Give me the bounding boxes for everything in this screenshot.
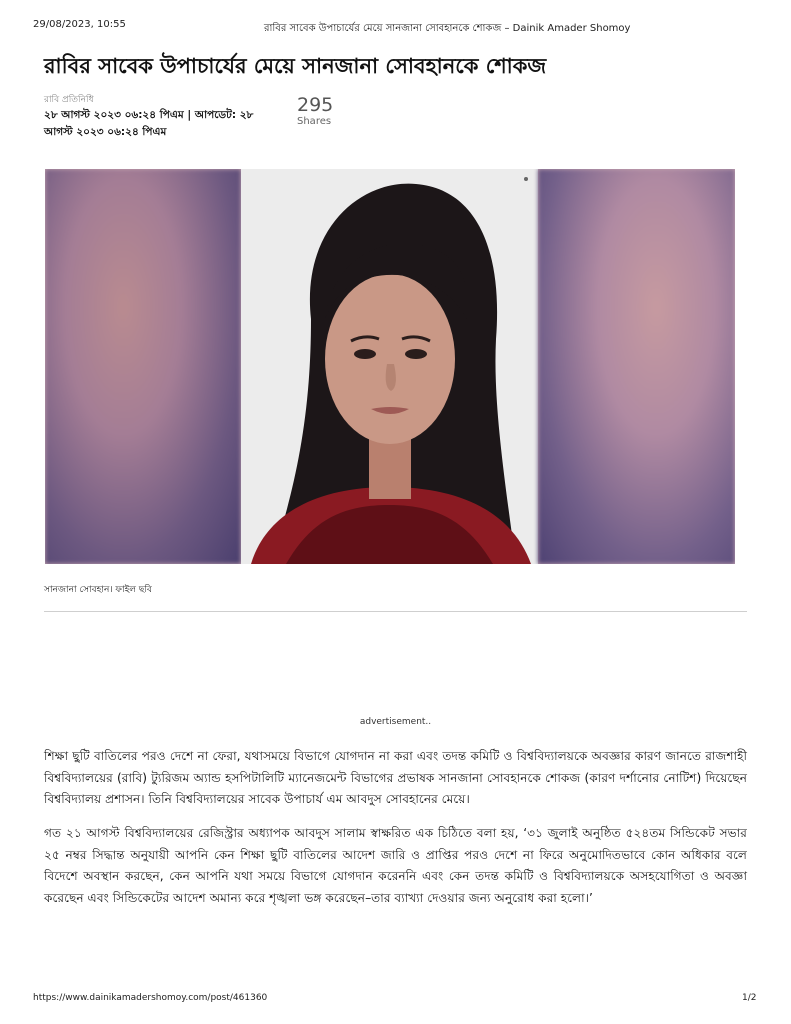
- article-photo: [45, 169, 735, 564]
- print-footer-url[interactable]: https://www.dainikamadershomoy.com/post/461360: [33, 993, 268, 1003]
- print-page-title: রাবির সাবেক উপাচার্যের মেয়ে সানজানা সোবহানকে শোকজ – Dainik Amader Shomoy: [264, 23, 631, 34]
- print-page-number: 1/2: [742, 993, 757, 1003]
- article-byline[interactable]: রাবি প্রতিনিধি: [44, 95, 94, 105]
- portrait-illustration: [241, 169, 538, 564]
- photo-blurred-left: [45, 169, 241, 564]
- print-datetime: 29/08/2023, 10:55: [33, 19, 126, 30]
- photo-caption: সানজানা সোবহান। ফাইল ছবি: [44, 585, 152, 595]
- shares-count: 295: [297, 94, 334, 116]
- portrait-image: [241, 169, 538, 564]
- article-publish-meta: ২৮ আগস্ট ২০২৩ ০৬:২৪ পিএম | আপডেট: ২৮ আগস্ট ২০২৩ ০৬:২৪ পিএম: [44, 109, 254, 138]
- photo-blurred-right: [538, 169, 735, 564]
- shares-label: Shares: [297, 116, 332, 127]
- article-paragraph-2: গত ২১ আগস্ট বিশ্ববিদ্যালয়ের রেজিস্ট্রার অধ্যাপক আবদুস সালাম স্বাক্ষরিত এক চিঠিতে বলা হয়, ‘৩১ জুলাই অনুষ্ঠিত ৫২৪তম সিন্ডিকেট সভার ২৫ নম্বর সিদ্ধান্ত অনুযায়ী আপনি কেন শিক্ষা ছুটি বাতিলের আদেশ জারি ও প্রাপ্তির পরও দেশে না ফিরে অনুমোদিতভাবে কোন অধিকার বলে বিদেশে অবস্থান করছেন, কেন আপনি যথা সময়ে বিভাগে যোগদান করেননি এবং কেন তদন্ত কমিটি ও বিশ্ববিদ্যালয়কে অসহযোগিতা ও অবজ্ঞা করেছেন এবং সিন্ডিকেটের আদেশ অমান্য করে শৃঙ্খলা ভঙ্গ করেছেন–তার ব্যাখ্যা দেওয়ার জন্য অনুরোধ করা হলো।’: [44, 826, 747, 905]
- article-paragraph-1: শিক্ষা ছুটি বাতিলের পরও দেশে না ফেরা, যথাসময়ে বিভাগে যোগদান না করা এবং তদন্ত কমিটি ও বিশ্ববিদ্যালয়কে অবজ্ঞার কারণ জানতে রাজশাহী বিশ্ববিদ্যালয়ের (রাবি) ট্যুরিজম অ্যান্ড হসপিটালিটি ম্যানেজমেন্ট বিভাগের প্রভাষক সানজানা সোবহানকে শোকজ (কারণ দর্শানোর নোটিশ) দিয়েছেন বিশ্ববিদ্যালয় প্রশাসন। তিনি বিশ্ববিদ্যালয়ের সাবেক উপাচার্য এম আবদুস সোবহানের মেয়ে।: [44, 749, 747, 806]
- advertisement-label: advertisement..: [359, 717, 432, 727]
- section-divider: [44, 611, 747, 612]
- article-headline: রাবির সাবেক উপাচার্যের মেয়ে সানজানা সোবহানকে শোকজ: [44, 54, 547, 78]
